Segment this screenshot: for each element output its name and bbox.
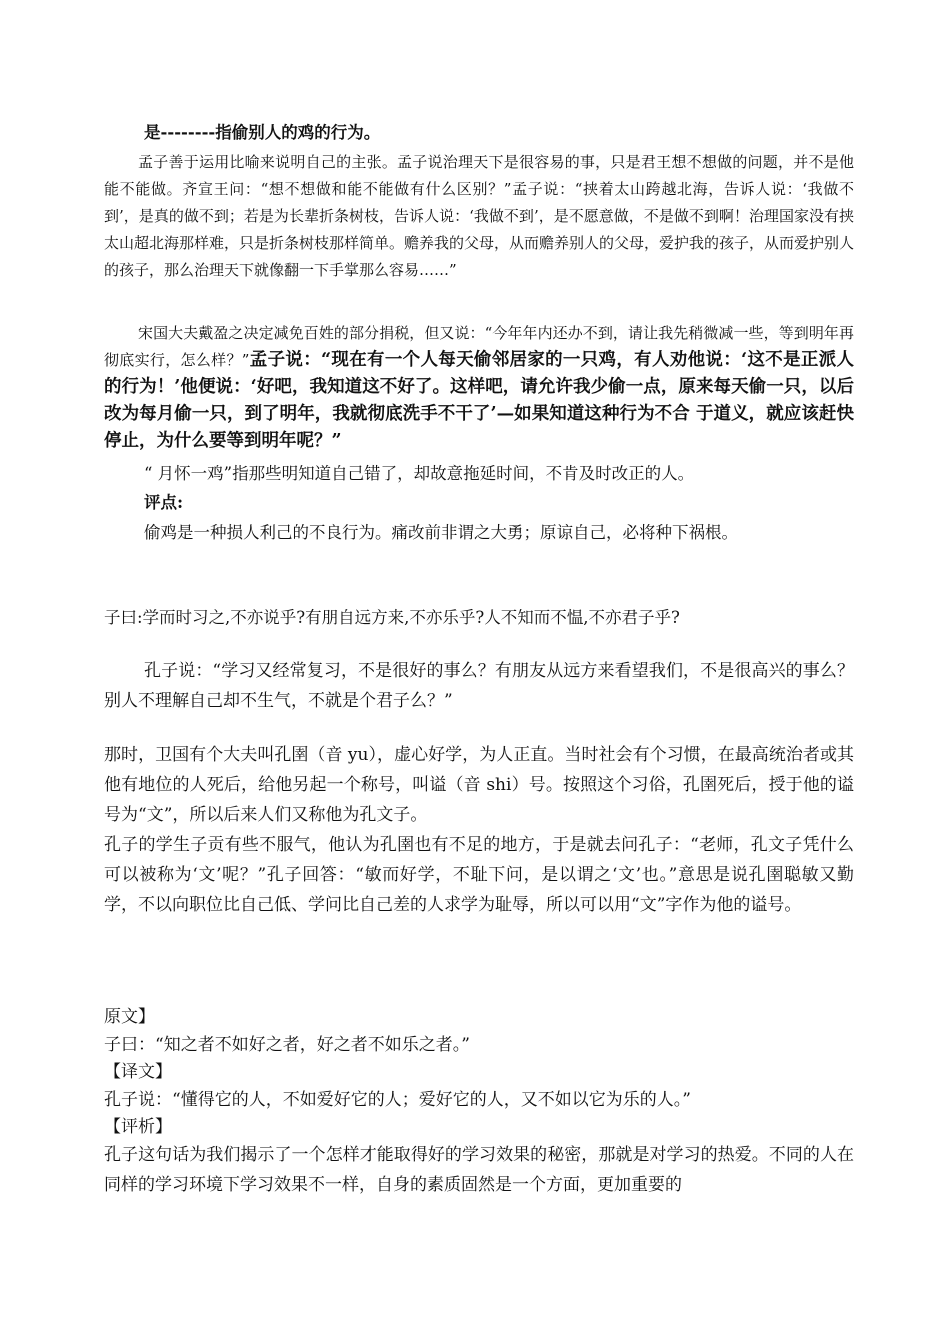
paragraph-dai-yingzhi <box>104 320 854 455</box>
paragraph-commentary: 偷鸡是一种损人利己的不良行为。痛改前非谓之大勇；原谅自己，必将种下祸根。 <box>144 523 738 542</box>
paragraph-analects-quote: 子曰:学而时习之,不亦说乎?有朋自远方来,不亦乐乎?人不知而不愠,不亦君子乎? <box>104 608 680 627</box>
paragraph-kong-yu: 那时，卫国有个大夫叫孔圉（音 yu），虚心好学，为人正直。当时社会有个习惯，在最高统治者或其他有地位的人死后，给他另起一个称号，叫谥（音 shi）号。按照这个习俗，孔圉死后，授于他的谥号为“文”，所以后来人们又称他为孔文子。 <box>104 745 854 825</box>
dai-yingzhi-text: 宋国大夫戴盈之决定减免百姓的部分捐税，但又说：“今年年内还办不到，请让我先稍微减一些，等到明年再彻底实行，怎么样？” <box>104 324 854 369</box>
mencius-chicken-parable: 孟子说：“现在有一个人每天偷邻居家的一只鸡，有人劝他说：‘这不是正派人的行为！’他便说：‘好吧，我知道这不好了。这样吧，请允许我少偷一点，原来每天偷一只，以后改为每月偷一只，到了明年，我就彻底洗手不干了’—如果知道这种行为不合 于道义，就应该赶快停止，为什么要等到明年呢？” <box>104 350 855 451</box>
paragraph-analysis: 孔子这句话为我们揭示了一个怎样才能取得好的学习效果的秘密，那就是对学习的热爱。不同的人在同样的学习环境下学习效果不一样，自身的素质固然是一个方面，更加重要的 <box>104 1145 854 1195</box>
heading-analysis: 【评析】 <box>104 1117 172 1137</box>
heading-translation: 【译文】 <box>104 1062 172 1082</box>
paragraph-translation: 孔子说：“懂得它的人，不如爱好它的人；爱好它的人，又不如以它为乐的人。” <box>104 1090 691 1110</box>
heading-commentary: 评点: <box>144 493 184 512</box>
paragraph-theft-definition: 是--------指偷别人的鸡的行为。 <box>144 123 381 142</box>
paragraph-confucius-translation: 孔子说：“学习又经常复习，不是很好的事么？有朋友从远方来看望我们，不是很高兴的事么？别人不理解自己却不生气，不就是个君子么？” <box>104 661 854 711</box>
heading-original-text: 原文】 <box>104 1007 155 1027</box>
paragraph-idiom-meaning: “ 月怀一鸡”指那些明知道自己错了，却故意拖延时间，不肯及时改正的人。 <box>144 464 695 483</box>
paragraph-mencius-metaphor: 孟子善于运用比喻来说明自己的主张。孟子说治理天下是很容易的事，只是君王想不想做的问题，并不是他能不能做。齐宣王问：“想不想做和能不能做有什么区别？”孟子说：“挟着太山跨越北海，告诉人说：‘我做不到’，是真的做不到；若是为长辈折条树枝，告诉人说：‘我做不到’，是不愿意做，不是做不到啊！治理国家没有挟太山超北海那样难，只是折条树枝那样简单。赡养我的父母，从而赡养别人的父母，爱护我的孩子，从而爱护别人的孩子，那么治理天下就像翻一下手掌那么容易……” <box>104 153 855 279</box>
paragraph-zigong: 孔子的学生子贡有些不服气，他认为孔圉也有不足的地方，于是就去问孔子：“老师，孔文子凭什么可以被称为‘文’呢？”孔子回答：“敏而好学，不耻下问，是以谓之‘文’也。”意思是说孔圉聪敏又勤学，不以向职位比自己低、学问比自己差的人求学为耻辱，所以可以用“文”字作为他的谥号。 <box>104 835 854 915</box>
paragraph-original-quote: 子曰：“知之者不如好之者，好之者不如乐之者。” <box>104 1035 470 1055</box>
